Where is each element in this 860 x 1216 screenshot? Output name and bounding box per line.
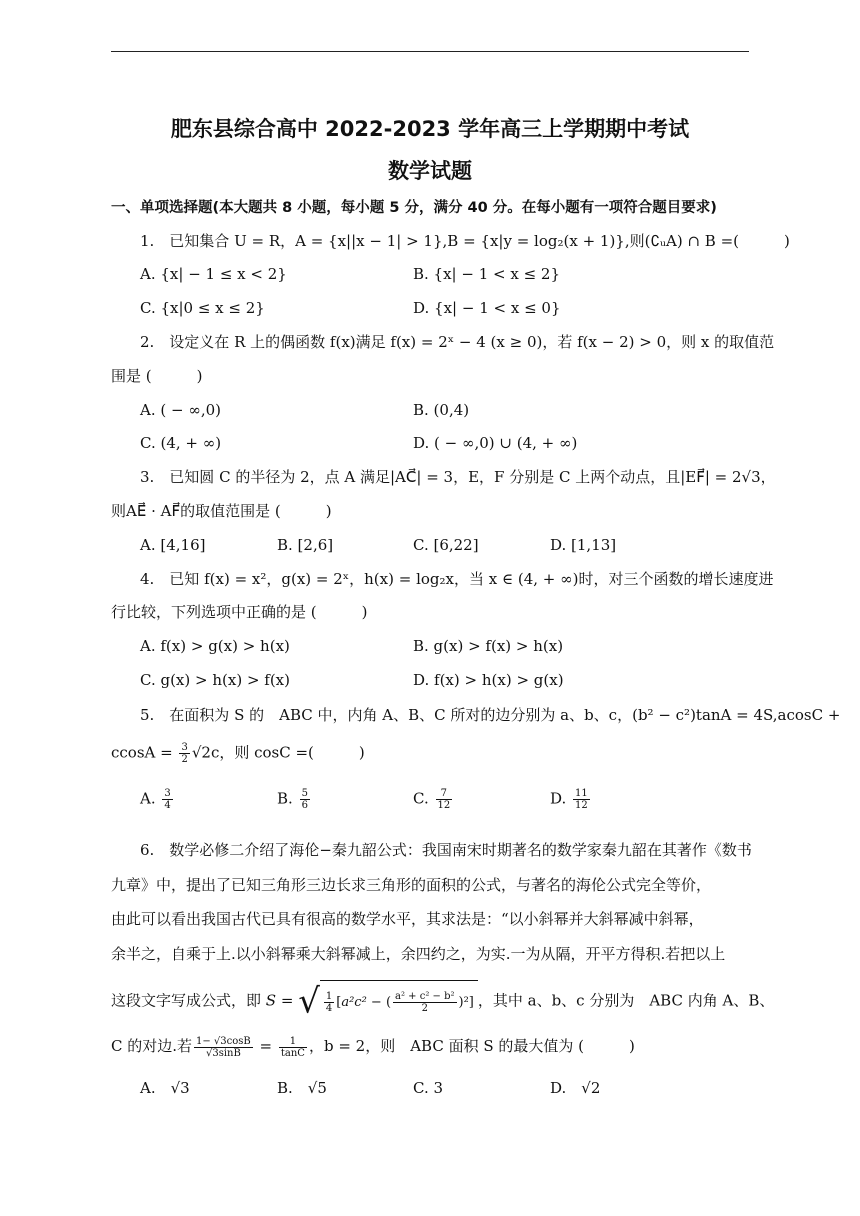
q6-quarter-frac: [324, 991, 334, 1014]
frac-den: 12: [437, 800, 451, 811]
q6-formula-a2c2: a²c² −: [341, 995, 386, 1010]
q6-stem-line3: 由此可以看出我国古代已具有很高的数学水平，其求法是：“以小斜幂并大斜幂减中斜幂，: [111, 910, 704, 928]
q1-option-b[interactable]: B. {x| − 1 < x ≤ 2}: [413, 265, 561, 283]
q2-stem-line1: 2. 设定义在 R 上的偶函数 f(x)满足 f(x) = 2ˣ − 4 (x ≥ 0)，若 f(x − 2) > 0，则 x 的取值范: [140, 333, 775, 351]
q4-stem-line1: 4. 已知 f(x) = x²，g(x) = 2ˣ，h(x) = log₂x，当 x ∈ (4, + ∞)时，对三个函数的增长速度进: [140, 570, 774, 588]
frac-num: 7: [436, 788, 453, 800]
q5-option-a[interactable]: [140, 788, 175, 811]
q1-option-c[interactable]: C. {x|0 ≤ x ≤ 2}: [140, 299, 265, 317]
frac-num: 1− √3cosB: [196, 1035, 251, 1047]
q5-stem-line2-end: √2c，则 cosC =( ): [191, 743, 365, 762]
q6-formula-outro: ，其中 a、b、c 分别为 ABC 内角 A、B、: [477, 991, 775, 1010]
q5-option-d-label: D.: [550, 789, 567, 808]
exam-title: 肥东县综合高中 2022-2023 学年高三上学期期中考试: [170, 117, 690, 141]
q5-fraction: [179, 742, 189, 765]
q4-option-c[interactable]: C. g(x) > h(x) > f(x): [140, 671, 290, 689]
q4-option-a[interactable]: A. f(x) > g(x) > h(x): [140, 637, 290, 655]
frac-den: 4: [325, 1003, 333, 1014]
q5-frac-num: 3: [181, 742, 188, 753]
q6-stem-line5: [111, 980, 774, 1020]
q6-cond-rhs: [279, 1036, 307, 1059]
frac-num: 11: [575, 788, 588, 799]
q5-option-b[interactable]: [277, 788, 312, 811]
q5-option-c-frac: [436, 788, 453, 811]
q6-cond-frac: [194, 1036, 253, 1059]
q5-frac-den: 2: [181, 754, 188, 765]
q2-option-a[interactable]: A. ( − ∞,0): [140, 401, 221, 419]
q5-option-c[interactable]: [413, 788, 454, 811]
frac-den: √3sinB: [205, 1047, 241, 1059]
exam-subtitle: 数学试题: [388, 159, 472, 183]
frac-num: 1: [279, 1036, 307, 1048]
q5-stem-line2-start: ccosA =: [111, 743, 178, 762]
q6-stem-line2: 九章》中，提出了已知三角形三边长求三角形的面积的公式，与著名的海伦公式完全等价，: [111, 876, 712, 894]
q6-option-a[interactable]: A. √3: [140, 1079, 190, 1097]
q3-option-b[interactable]: B. [2,6]: [277, 536, 334, 554]
q6-stem-line6: C 的对边.若 $\frac{1- √3\cos B}{√3\sin B}$ = $\frac{1}{\tan C}$ ，b = 2，则 ABC 面积 S 的最大值为 ( ): [111, 1035, 635, 1059]
q6-formula-intro: 这段文字写成公式，即: [111, 991, 262, 1010]
frac-den: tanC: [280, 1047, 305, 1059]
q4-option-d[interactable]: D. f(x) > h(x) > g(x): [413, 671, 564, 689]
q5-option-b-label: B.: [277, 789, 293, 808]
q1-option-d[interactable]: D. {x| − 1 < x ≤ 0}: [413, 299, 561, 317]
frac-den: 12: [575, 800, 588, 811]
q1-stem: 1. 已知集合 U = R，A = {x||x − 1| > 1},B = {x|y = log₂(x + 1)},则(∁ᵤA) ∩ B =( ): [140, 232, 790, 250]
q6-inner-frac: [393, 991, 456, 1014]
frac-num: 1: [325, 991, 333, 1002]
q3-option-d[interactable]: D. [1,13]: [550, 536, 617, 554]
section-heading: 一、单项选择题(本大题共 8 小题，每小题 5 分，满分 40 分。在每小题有一项符合题目要求): [111, 200, 717, 216]
frac-num: 5: [301, 788, 308, 799]
frac-num: 3: [164, 788, 171, 799]
q5-option-b-frac: [300, 788, 310, 811]
frac-den: 6: [301, 800, 308, 811]
q2-option-d[interactable]: D. ( − ∞,0) ∪ (4, + ∞): [413, 434, 578, 452]
frac-den: 2: [421, 1003, 428, 1014]
q6-option-c[interactable]: C. 3: [413, 1079, 444, 1097]
q2-option-b[interactable]: B. (0,4): [413, 401, 470, 419]
q3-stem-line2: 则AE⃗ · AF⃗的取值范围是 ( ): [111, 502, 332, 520]
q6-option-b[interactable]: B. √5: [277, 1079, 327, 1097]
q5-stem-line1: 5. 在面积为 S 的 ABC 中，内角 A、B、C 所对的边分别为 a、b、c，(b² − c²)tanA = 4S,acosC +: [140, 706, 841, 724]
frac-den: 4: [164, 800, 171, 811]
q2-option-c[interactable]: C. (4, + ∞): [140, 434, 222, 452]
q6-stem-line1: 6. 数学必修二介绍了海伦−秦九韶公式：我国南宋时期著名的数学家秦九韶在其著作《数书: [140, 841, 752, 859]
q5-option-a-frac: [162, 788, 172, 811]
q5-option-d-frac: [573, 788, 590, 811]
q1-option-a[interactable]: A. {x| − 1 ≤ x < 2}: [140, 265, 287, 283]
q5-option-d[interactable]: [550, 788, 592, 811]
q3-stem-line1: 3. 已知圆 C 的半径为 2，点 A 满足|AC⃗| = 3，E，F 分别是 C 上两个动点，且|EF⃗| = 2√3，: [140, 468, 776, 486]
q6-option-d[interactable]: D. √2: [550, 1079, 601, 1097]
top-rule: [111, 51, 749, 52]
q5-option-c-label: C.: [413, 789, 429, 808]
q6-formula-sqrt: √ $\frac{1}{4}$ [a²c² − ( $\frac{\text{a² + c² − b²}}{2}$ )²]: [298, 980, 478, 1023]
q3-option-c[interactable]: C. [6,22]: [413, 536, 479, 554]
q6-cond-intro: C 的对边.若: [111, 1037, 193, 1055]
q6-cond-outro: ，b = 2，则 ABC 面积 S 的最大值为 ( ): [308, 1037, 635, 1055]
q5-stem-line2: [111, 742, 365, 765]
q5-option-a-label: A.: [140, 789, 156, 808]
q3-option-a[interactable]: A. [4,16]: [140, 536, 206, 554]
q6-stem-line4: 余半之，自乘于上.以小斜幂乘大斜幂减上，余四约之，为实.一为从隔，开平方得积.若把以上: [111, 945, 726, 963]
q4-stem-line2: 行比较，下列选项中正确的是 ( ): [111, 603, 368, 621]
q4-option-b[interactable]: B. g(x) > f(x) > h(x): [413, 637, 564, 655]
q2-stem-line2: 围是 ( ): [111, 367, 203, 385]
frac-num: a² + c² − b²: [395, 991, 455, 1002]
q6-formula-s: S =: [265, 991, 294, 1010]
